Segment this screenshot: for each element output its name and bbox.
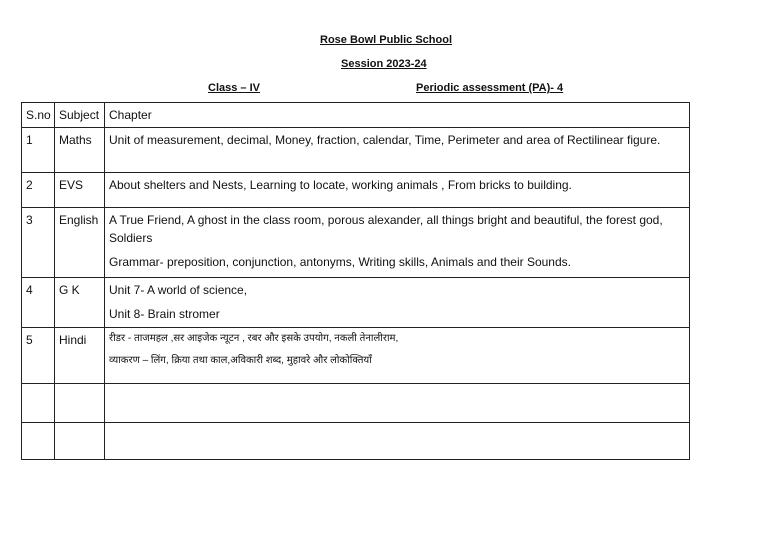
school-name: Rose Bowl Public School	[320, 34, 453, 46]
chapter-line: A True Friend, A ghost in the class room, porous alexander, all things bright and beautiful, the forest god, Soldiers	[109, 213, 663, 245]
chapter-line: Unit 7- A world of science,	[109, 283, 248, 297]
row-subject: Maths	[55, 128, 105, 173]
class-label: Class – IV	[208, 82, 260, 94]
empty-cell	[105, 384, 690, 423]
empty-cell	[55, 423, 105, 460]
row-sno: 3	[22, 208, 55, 278]
column-header-chapter: Chapter	[105, 103, 690, 128]
chapter-line: Grammar- preposition, conjunction, antonyms, Writing skills, Animals and their Sounds.	[109, 255, 571, 269]
row-subject: G K	[55, 278, 105, 328]
row-sno: 1	[22, 128, 55, 173]
row-subject: EVS	[55, 173, 105, 208]
empty-row	[22, 384, 690, 423]
table-header-row	[22, 103, 690, 128]
table-row	[22, 278, 690, 328]
empty-cell	[22, 423, 55, 460]
empty-cell	[55, 384, 105, 423]
assessment-label: Periodic assessment (PA)- 4	[416, 82, 564, 94]
row-sno: 2	[22, 173, 55, 208]
chapter-line: About shelters and Nests, Learning to locate, working animals , From bricks to building.	[109, 178, 572, 192]
column-header-sno: S.no	[22, 103, 55, 128]
empty-cell	[22, 384, 55, 423]
chapter-line: Unit 8- Brain stromer	[109, 307, 220, 321]
row-subject: Hindi	[55, 328, 105, 384]
row-chapter	[105, 278, 690, 328]
empty-row	[22, 423, 690, 460]
table-row	[22, 328, 690, 384]
row-chapter	[105, 328, 690, 384]
column-header-subject: Subject	[55, 103, 105, 128]
chapter-line: Unit of measurement, decimal, Money, fraction, calendar, Time, Perimeter and area of Rectilinear figure.	[109, 133, 661, 147]
table-row	[22, 128, 690, 173]
table-row	[22, 208, 690, 278]
chapter-line: रीडर - ताजमहल ,सर आइजेक न्यूटन , रबर और इसके उपयोग, नकली तेनालीराम,	[109, 333, 399, 344]
row-subject: English	[55, 208, 105, 278]
row-chapter	[105, 128, 690, 173]
chapter-line: व्याकरण – लिंग, क्रिया तथा काल,अविकारी शब्द, मुहावरे और लोकोक्तियाँ	[109, 355, 372, 366]
empty-cell	[105, 423, 690, 460]
row-sno: 5	[22, 328, 55, 384]
session-title: Session 2023-24	[341, 58, 427, 70]
table-row	[22, 173, 690, 208]
row-chapter	[105, 208, 690, 278]
syllabus-table	[21, 102, 690, 460]
row-chapter	[105, 173, 690, 208]
row-sno: 4	[22, 278, 55, 328]
